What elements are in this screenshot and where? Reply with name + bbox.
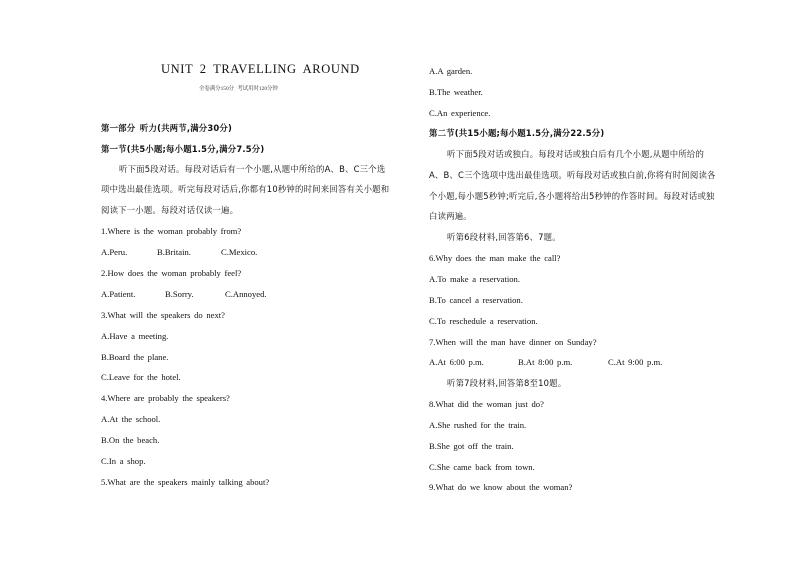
question-4-option-b: B.On the beach. <box>101 435 160 445</box>
question-1: 1.Where is the woman probably from? <box>101 226 242 236</box>
question-6-option-c: C.To reschedule a reservation. <box>429 316 538 326</box>
option-a: A.At 6:00 p.m. <box>429 357 484 367</box>
section2-instruction-line3: 个小题,每小题5秒钟;听完后,各小题将给出5秒钟的作答时间。每段对话或独 <box>429 191 715 201</box>
unit-title: UNIT 2 TRAVELLING AROUND <box>161 62 360 76</box>
section2-instruction-line1: 听下面5段对话或独白。每段对话或独白后有几个小题,从题中所给的 <box>447 149 705 159</box>
section1-instruction-line3: 阅读下一小题。每段对话仅读一遍。 <box>101 205 239 215</box>
question-3-option-b: B.Board the plane. <box>101 352 169 362</box>
part1-heading: 第一部分 听力(共两节,满分30分) <box>101 123 233 133</box>
exam-info: 全卷满分150分 考试用时120分钟 <box>199 86 278 92</box>
question-6-option-b: B.To cancel a reservation. <box>429 295 523 305</box>
question-7: 7.When will the man have dinner on Sunday? <box>429 337 597 347</box>
question-3-option-a: A.Have a meeting. <box>101 331 169 341</box>
question-3-option-c: C.Leave for the hotel. <box>101 372 181 382</box>
question-5-option-a: A.A garden. <box>429 66 473 76</box>
section2-instruction-line4: 白读两遍。 <box>429 211 472 221</box>
section1-heading: 第一节(共5小题;每小题1.5分,满分7.5分) <box>101 144 265 154</box>
section2-instruction-line2: A、B、C三个选项中选出最佳选项。听每段对话或独白前,你将有时间阅读各 <box>429 170 716 180</box>
question-5-option-c: C.An experience. <box>429 108 491 118</box>
question-5-option-b: B.The weather. <box>429 87 483 97</box>
option-b: B.At 8:00 p.m. <box>518 357 573 367</box>
option-a: A.Patient. <box>101 289 136 299</box>
question-4-option-c: C.In a shop. <box>101 456 146 466</box>
option-c: C.Mexico. <box>221 247 258 257</box>
section2-heading: 第二节(共15小题;每小题1.5分,满分22.5分) <box>429 128 605 138</box>
question-3: 3.What will the speakers do next? <box>101 310 225 320</box>
question-4-option-a: A.At the school. <box>101 414 161 424</box>
option-c: C.At 9:00 p.m. <box>608 357 663 367</box>
question-8-option-b: B.She got off the train. <box>429 441 514 451</box>
material-7-note: 听第7段材料,回答第8至10题。 <box>447 378 567 388</box>
question-6: 6.Why does the man make the call? <box>429 253 561 263</box>
question-8-option-c: C.She came back from town. <box>429 462 535 472</box>
material-6-note: 听第6段材料,回答第6、7题。 <box>447 232 561 242</box>
question-8: 8.What did the woman just do? <box>429 399 544 409</box>
question-5: 5.What are the speakers mainly talking about? <box>101 477 270 487</box>
section1-instruction-line2: 项中选出最佳选项。听完每段对话后,你都有10秒钟的时间来回答有关小题和 <box>101 184 390 194</box>
option-b: B.Sorry. <box>165 289 194 299</box>
question-4: 4.Where are probably the speakers? <box>101 393 230 403</box>
question-2: 2.How does the woman probably feel? <box>101 268 242 278</box>
section1-instruction-line1: 听下面5段对话。每段对话后有一个小题,从题中所给的A、B、C三个选 <box>119 164 386 174</box>
question-6-option-a: A.To make a reservation. <box>429 274 520 284</box>
option-b: B.Britain. <box>157 247 191 257</box>
option-a: A.Peru. <box>101 247 128 257</box>
option-c: C.Annoyed. <box>225 289 267 299</box>
question-8-option-a: A.She rushed for the train. <box>429 420 527 430</box>
question-9: 9.What do we know about the woman? <box>429 482 573 492</box>
